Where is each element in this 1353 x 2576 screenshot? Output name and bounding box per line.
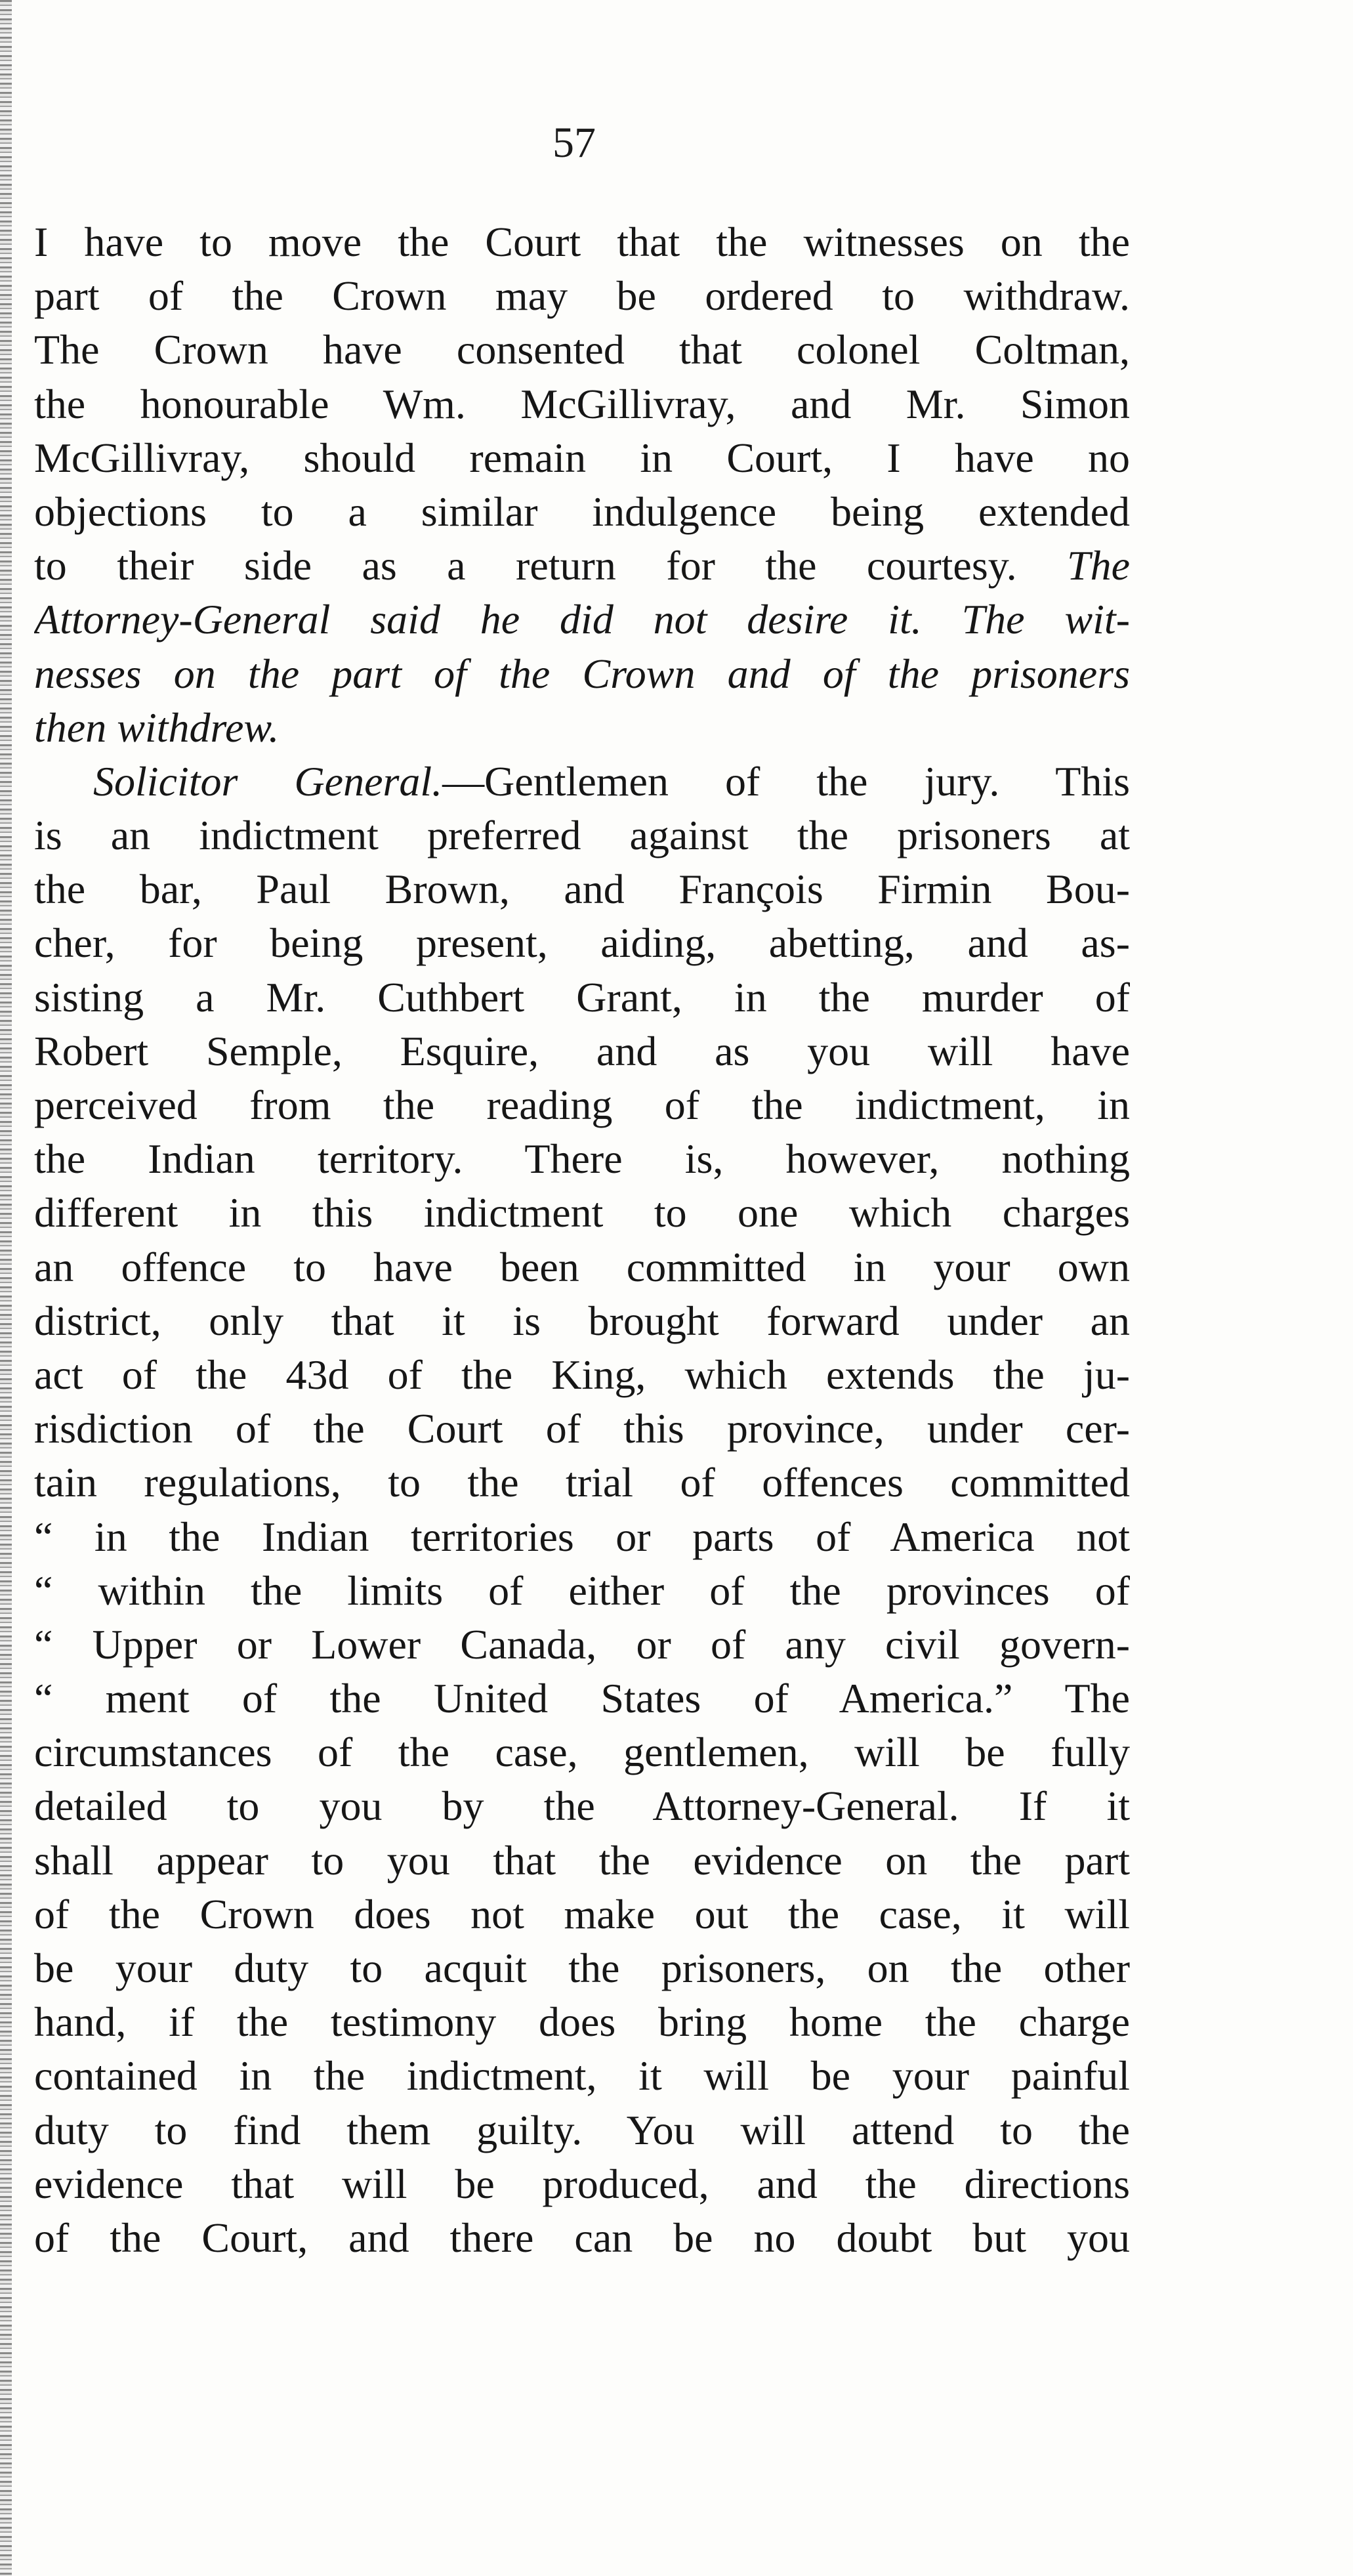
text-span: act of the 43d of the King, which extends the ju- — [34, 1351, 1130, 1398]
text-line — [34, 916, 1130, 970]
text-line — [34, 1186, 1130, 1240]
text-line — [34, 1725, 1130, 1779]
text-span: the bar, Paul Brown, and François Firmin Bou- — [34, 866, 1130, 913]
text-line — [34, 1024, 1130, 1078]
text-line — [34, 971, 1130, 1024]
text-line — [34, 647, 1130, 701]
text-span: detailed to you by the Attorney-General. If it — [34, 1783, 1130, 1830]
text-line — [34, 1348, 1130, 1402]
text-span: the Indian territory. There is, however, nothing — [34, 1135, 1130, 1183]
text-line — [34, 1779, 1130, 1833]
text-line — [34, 2211, 1130, 2265]
text-line — [34, 431, 1130, 485]
binding-edge — [0, 0, 12, 2576]
text-span: is an indictment preferred against the prisoners at — [34, 812, 1130, 859]
italic-text: Solicitor General. — [93, 757, 443, 805]
text-span: Robert Semple, Esquire, and as you will have — [34, 1027, 1130, 1074]
text-span: The Crown have consented that colonel Coltman, — [34, 326, 1130, 373]
text-line — [34, 755, 1130, 809]
text-span: “ ment of the United States of America.” The — [34, 1675, 1130, 1722]
text-span: be your duty to acquit the prisoners, on the other — [34, 1945, 1130, 1991]
text-span: the honourable Wm. McGillivray, and Mr. Simon — [34, 380, 1130, 427]
text-span: to their side as a return for the courtesy. — [34, 542, 1067, 589]
text-span: “ in the Indian territories or parts of America not — [34, 1513, 1130, 1560]
text-span: evidence that will be produced, and the directions — [34, 2160, 1130, 2207]
text-line — [34, 1510, 1130, 1564]
text-line — [34, 323, 1130, 377]
text-line — [34, 1078, 1130, 1132]
text-line — [34, 539, 1130, 593]
text-span: of the Crown does not make out the case, it will — [34, 1890, 1130, 1937]
text-span: an offence to have been committed in your own — [34, 1243, 1130, 1290]
text-span: —Gentlemen of the jury. This — [442, 757, 1130, 805]
italic-text: then withdrew. — [34, 704, 280, 751]
text-line — [34, 809, 1130, 862]
text-line — [34, 2157, 1130, 2211]
text-line — [34, 1402, 1130, 1456]
text-line — [34, 1240, 1130, 1294]
text-span: contained in the indictment, it will be your painful — [34, 2052, 1130, 2100]
text-span: tain regulations, to the trial of offences committed — [34, 1459, 1130, 1506]
text-line — [34, 1618, 1130, 1672]
text-line — [34, 1834, 1130, 1888]
text-body — [34, 215, 1130, 2265]
text-span: hand, if the testimony does bring home the charge — [34, 1998, 1130, 2046]
text-line — [34, 701, 1130, 755]
text-span: of the Court, and there can be no doubt but you — [34, 2214, 1130, 2261]
text-span: district, only that it is brought forward under an — [34, 1297, 1130, 1344]
text-span: circumstances of the case, gentlemen, will be fully — [34, 1729, 1130, 1776]
text-line — [34, 1995, 1130, 2049]
text-span: different in this indictment to one which charges — [34, 1189, 1130, 1236]
text-line — [34, 1294, 1130, 1348]
text-line — [34, 2049, 1130, 2103]
text-span: part of the Crown may be ordered to withdraw. — [34, 272, 1130, 320]
page-number: 57 — [552, 119, 596, 167]
text-line — [34, 1888, 1130, 1941]
text-line — [34, 862, 1130, 916]
text-span: “ within the limits of either of the provinces of — [34, 1567, 1130, 1614]
text-line — [34, 593, 1130, 646]
italic-text: nesses on the part of the Crown and of the prisoners — [34, 650, 1130, 697]
text-span: shall appear to you that the evidence on the part — [34, 1836, 1130, 1884]
text-span: risdiction of the Court of this province, under cer- — [34, 1405, 1130, 1452]
text-line — [34, 1941, 1130, 1995]
text-line — [34, 1672, 1130, 1725]
text-span: cher, for being present, aiding, abetting, and as- — [34, 919, 1130, 967]
text-span: “ Upper or Lower Canada, or of any civil govern- — [34, 1620, 1130, 1668]
text-span: sisting a Mr. Cuthbert Grant, in the murder of — [34, 973, 1130, 1021]
text-line — [34, 1132, 1130, 1186]
text-line — [34, 377, 1130, 431]
text-line — [34, 269, 1130, 323]
italic-text: Attorney-General said he did not desire it. The wit- — [34, 596, 1130, 643]
text-span: I have to move the Court that the witnesses on the — [34, 219, 1130, 265]
text-span: duty to find them guilty. You will attend to the — [34, 2106, 1130, 2153]
text-span: objections to a similar indulgence being extended — [34, 488, 1130, 535]
text-line — [34, 1564, 1130, 1618]
text-span: McGillivray, should remain in Court, I have no — [34, 434, 1130, 481]
text-line — [34, 215, 1130, 269]
text-line — [34, 1456, 1130, 1510]
italic-text: The — [1067, 542, 1130, 589]
text-line — [34, 2103, 1130, 2157]
text-span: perceived from the reading of the indictment, in — [34, 1082, 1130, 1128]
text-line — [34, 485, 1130, 539]
